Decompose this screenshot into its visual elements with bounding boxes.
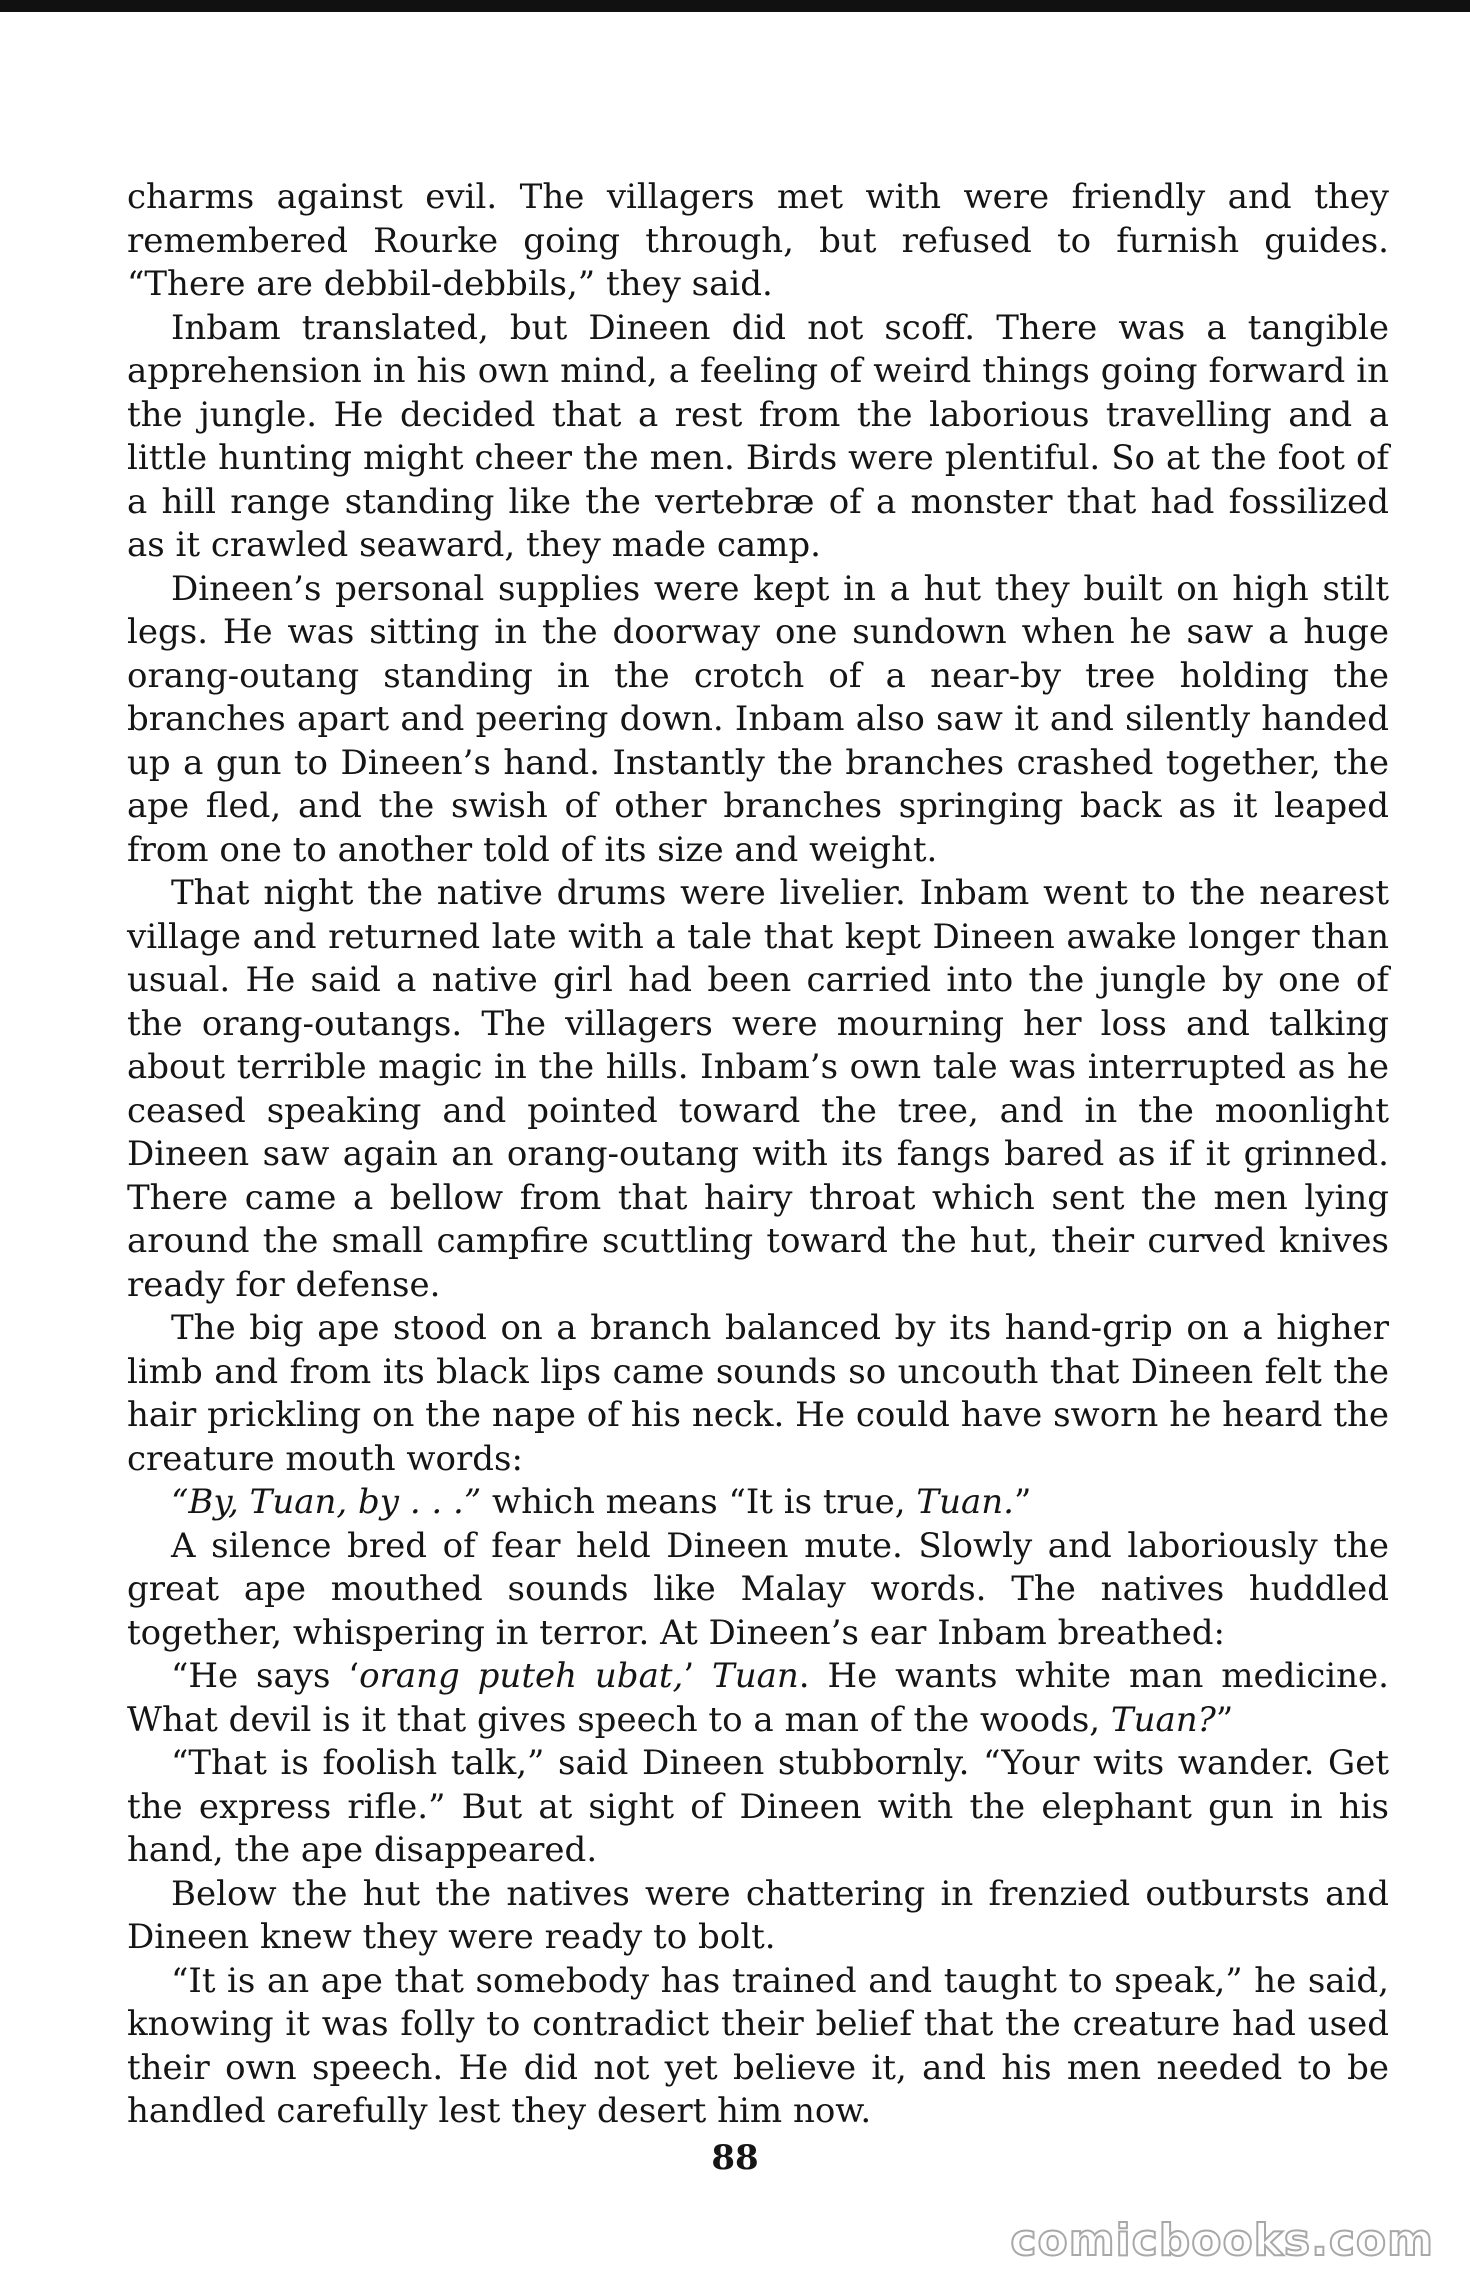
watermark-logo: comicbooks.com bbox=[1010, 2215, 1434, 2266]
quote2-italic-tuan: Tuan bbox=[712, 1656, 799, 1696]
paragraph-2: Inbam translated, but Dineen did not scoff. There was a tangible apprehension in his own mind, a feeling of weird things going forward in the jungle. He decided that a rest from the laborious travelling and a little hunting might cheer the men. Birds were plentiful. So at the foot of a hill range standing like the vertebræ of a monster that had fossilized as it crawled seaward, they made camp. bbox=[127, 307, 1389, 565]
quote-plain: which means “It is true, bbox=[481, 1482, 917, 1522]
paragraph-trained-ape: “It is an ape that somebody has trained and taught to speak,” he said, knowing it was folly to contradict their belief that the creature had used their own speech. He did not yet believe it, and his men needed to be handled carefully lest they desert him now. bbox=[127, 1960, 1389, 2131]
quote2-b: ’ bbox=[683, 1656, 713, 1696]
paragraph-silence: A silence bred of fear held Dineen mute. Slowly and laboriously the great ape mouthed sounds like Malay words. The natives huddled together, whispering in terror. At Dineen’s ear Inbam breathed: bbox=[127, 1525, 1389, 1653]
paragraph-3: Dineen’s personal supplies were kept in a hut they built on high stilt legs. He was sitting in the doorway one sundown when he saw a huge orang-outang standing in the crotch of a near-by tree holding the branches apart and peering down. Inbam also saw it and silently handed up a gun to Dineen’s hand. Instantly the branches crashed together, the ape fled, and the swish of other branches springing back as it leaped from one to another told of its size and weight. bbox=[127, 568, 1389, 870]
page-number: 88 bbox=[711, 2138, 759, 2178]
paragraph-4: That night the native drums were livelier. Inbam went to the nearest village and returned late with a tale that kept Dineen awake longer than usual. He said a native girl had been carried into the jungle by one of the orang-outangs. The villagers were mourning her loss and talking about terrible magic in the hills. Inbam’s own tale was interrupted as he ceased speaking and pointed toward the tree, and in the moonlight Dineen saw again an orang-outang with its fangs bared as if it grinned. There came a bellow from that hairy throat which sent the men lying around the small campfire scuttling toward the hut, their curved knives ready for defense. bbox=[127, 873, 1389, 1305]
paragraph-foolish-talk: “That is foolish talk,” said Dineen stubbornly. “Your wits wander. Get the express rifle.” But at sight of Dineen with the elephant gun in his hand, the ape disappeared. bbox=[127, 1743, 1389, 1870]
quote-italic-tuan: Tuan. bbox=[916, 1482, 1014, 1522]
quote2-a: “He says ‘ bbox=[171, 1656, 360, 1696]
paragraph-5: The big ape stood on a branch balanced by its hand-grip on a higher limb and from its black lips came sounds so uncouth that Dineen felt the hair prickling on the nape of his neck. He could have sworn he heard the creature mouth words: bbox=[127, 1308, 1389, 1479]
quote2-italic-tuan-question: Tuan? bbox=[1110, 1699, 1216, 1740]
page-body bbox=[127, 176, 1389, 2134]
quote2-c: . He wants white man medicine. What devil is it that gives speech to a man of the woods, bbox=[127, 1656, 1389, 1740]
paragraph-quote-2 bbox=[127, 1655, 1389, 1742]
paragraph-quote-1 bbox=[127, 1481, 1389, 1525]
quote2-italic-malay: orang puteh ubat, bbox=[359, 1656, 684, 1696]
quote2-d: ” bbox=[1215, 1699, 1234, 1740]
top-border bbox=[0, 0, 1470, 12]
paragraph-below-hut: Below the hut the natives were chattering in frenzied outbursts and Dineen knew they were ready to bolt. bbox=[127, 1873, 1389, 1957]
quote-italic-by-tuan: “By, Tuan, by . . .” bbox=[171, 1482, 482, 1522]
paragraph-1: charms against evil. The villagers met with were friendly and they remembered Rourke going through, but refused to furnish guides. “There are debbil-debbils,” they said. bbox=[127, 177, 1389, 304]
quote-close: ” bbox=[1013, 1482, 1032, 1522]
